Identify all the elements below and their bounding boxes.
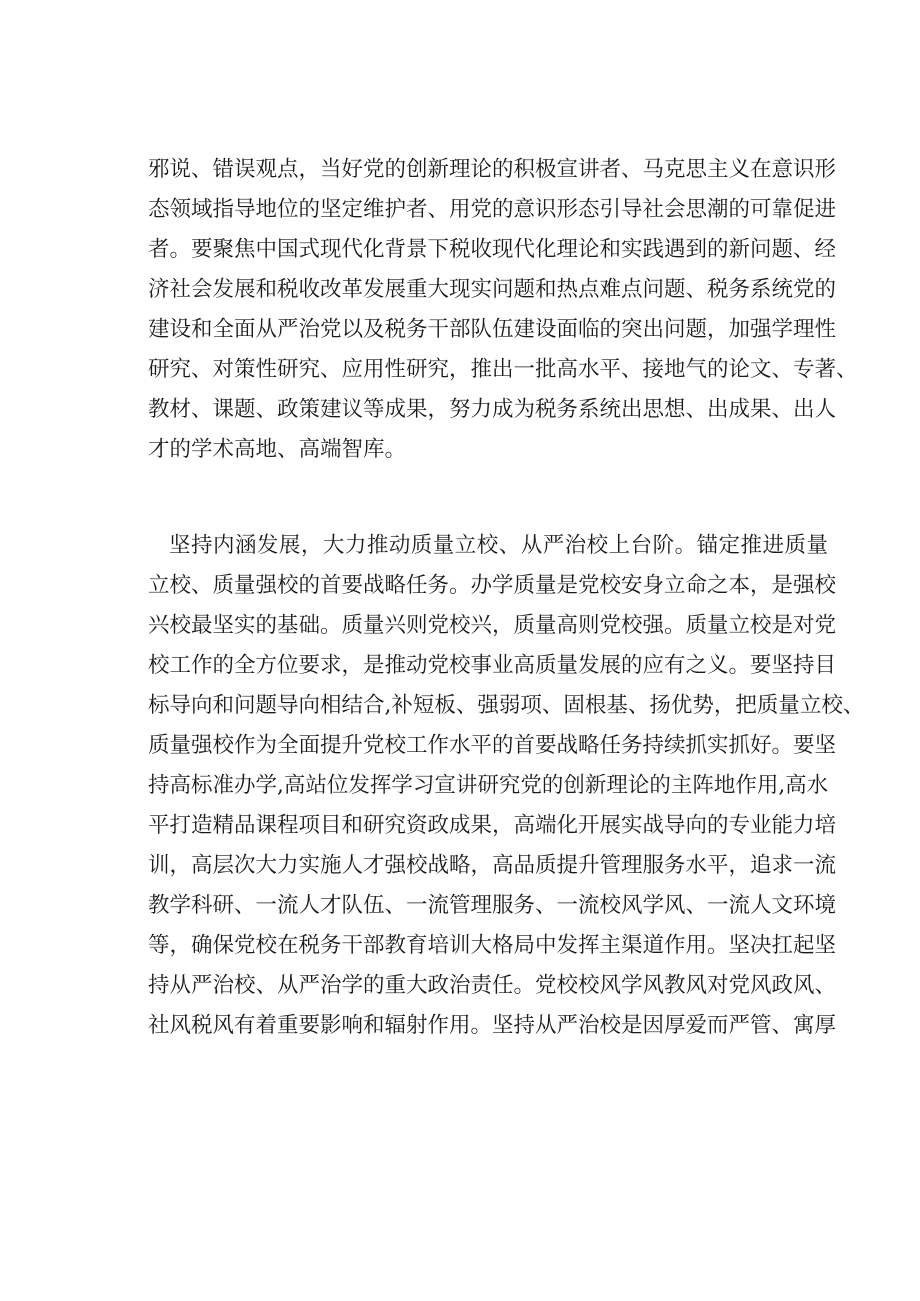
text-line: 济社会发展和税收改革发展重大现实问题和热点难点问题、税务系统党的 bbox=[148, 277, 837, 302]
text-line: 训，高层次大力实施人才强校战略，高品质提升管理服务水平，追求一流 bbox=[148, 853, 837, 878]
paragraph-1 bbox=[148, 150, 858, 470]
text-line: 研究、对策性研究、应用性研究，推出一批高水平、接地气的论文、专著、 bbox=[148, 357, 858, 382]
text-line: 者。要聚焦中国式现代化背景下税收现代化理论和实践遇到的新问题、经 bbox=[148, 237, 837, 262]
text-line: 建设和全面从严治党以及税务干部队伍建设面临的突出问题，加强学理性 bbox=[148, 317, 837, 342]
text-line: 质量强校作为全面提升党校工作水平的首要战略任务持续抓实抓好。要坚 bbox=[148, 733, 837, 758]
text-line: 立校、质量强校的首要战略任务。办学质量是党校安身立命之本，是强校 bbox=[148, 573, 837, 598]
text-line: 持高标准办学,高站位发挥学习宣讲研究党的创新理论的主阵地作用,高水 bbox=[148, 773, 829, 798]
text-line: 标导向和问题导向相结合,补短板、强弱项、固根基、扬优势，把质量立校、 bbox=[148, 693, 865, 718]
text-line: 坚持内涵发展，大力推动质量立校、从严治校上台阶。锚定推进质量 bbox=[169, 533, 828, 558]
text-line: 持从严治校、从严治学的重大政治责任。党校校风学风教风对党风政风、 bbox=[148, 973, 837, 998]
text-line: 才的学术高地、高端智库。 bbox=[148, 437, 407, 462]
paragraph-2 bbox=[148, 526, 865, 1046]
text-line: 等，确保党校在税务干部教育培训大格局中发挥主渠道作用。坚决扛起坚 bbox=[148, 933, 837, 958]
text-line: 邪说、错误观点，当好党的创新理论的积极宣讲者、马克思主义在意识形 bbox=[148, 157, 837, 182]
text-line: 态领域指导地位的坚定维护者、用党的意识形态引导社会思潮的可靠促进 bbox=[148, 197, 837, 222]
text-line: 平打造精品课程项目和研究资政成果，高端化开展实战导向的专业能力培 bbox=[148, 813, 837, 838]
text-line: 社风税风有着重要影响和辐射作用。坚持从严治校是因厚爱而严管、寓厚 bbox=[148, 1013, 837, 1038]
text-line: 兴校最坚实的基础。质量兴则党校兴，质量高则党校强。质量立校是对党 bbox=[148, 613, 837, 638]
text-line: 教学科研、一流人才队伍、一流管理服务、一流校风学风、一流人文环境 bbox=[148, 893, 837, 918]
text-line: 校工作的全方位要求，是推动党校事业高质量发展的应有之义。要坚持目 bbox=[148, 653, 837, 678]
text-line: 教材、课题、政策建议等成果，努力成为税务系统出思想、出成果、出人 bbox=[148, 397, 837, 422]
